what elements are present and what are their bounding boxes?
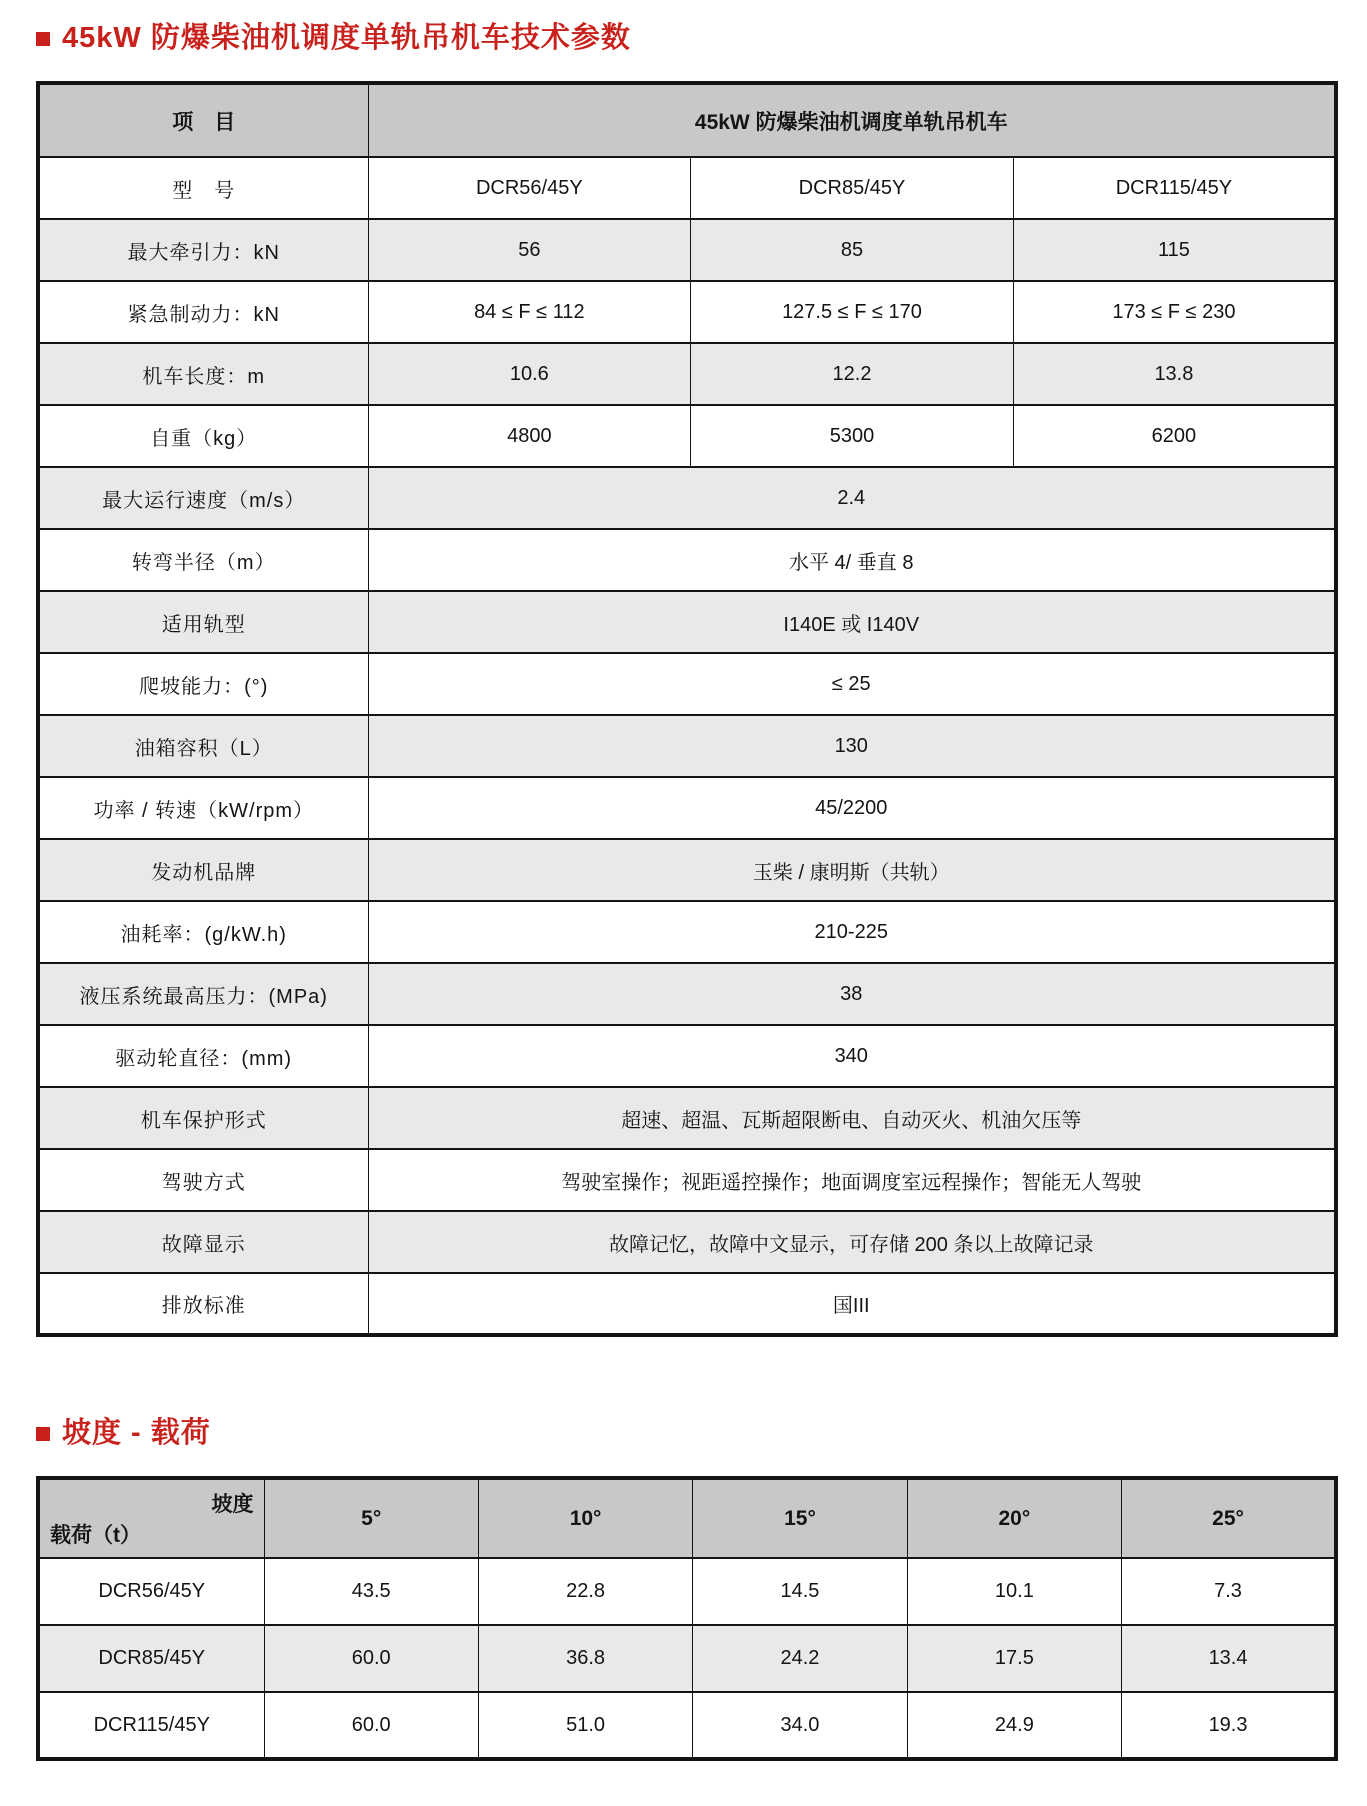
model-cell: DCR85/45Y bbox=[691, 157, 1014, 219]
spec-row bbox=[38, 405, 1336, 467]
row-label: 自重（kg） bbox=[38, 405, 368, 467]
spec-row bbox=[38, 1025, 1336, 1087]
load-cell: 60.0 bbox=[264, 1625, 478, 1692]
load-cell: 10.1 bbox=[907, 1558, 1121, 1625]
row-label: 排放标准 bbox=[38, 1273, 368, 1335]
value-cell: 130 bbox=[368, 715, 1336, 777]
spec-row bbox=[38, 1149, 1336, 1211]
value-cell: 340 bbox=[368, 1025, 1336, 1087]
load-cell: 36.8 bbox=[478, 1625, 692, 1692]
spec-row bbox=[38, 777, 1336, 839]
load-cell: 60.0 bbox=[264, 1692, 478, 1759]
spec-row bbox=[38, 901, 1336, 963]
spec-header-row bbox=[38, 83, 1336, 157]
value-cell: 国III bbox=[368, 1273, 1336, 1335]
load-cell: 14.5 bbox=[693, 1558, 907, 1625]
spec-row bbox=[38, 219, 1336, 281]
spec-row bbox=[38, 1211, 1336, 1273]
slope-column-header: 10° bbox=[478, 1478, 692, 1558]
model-cell: DCR56/45Y bbox=[368, 157, 691, 219]
load-cell: 7.3 bbox=[1122, 1558, 1336, 1625]
value-cell: 45/2200 bbox=[368, 777, 1336, 839]
load-cell: 51.0 bbox=[478, 1692, 692, 1759]
slope-column-header: 5° bbox=[264, 1478, 478, 1558]
section-gap bbox=[36, 1337, 1339, 1419]
load-header-row bbox=[38, 1478, 1336, 1558]
slope-column-header: 25° bbox=[1122, 1478, 1336, 1558]
value-cell: 水平 4/ 垂直 8 bbox=[368, 529, 1336, 591]
row-label: 适用轨型 bbox=[38, 591, 368, 653]
section2-heading bbox=[36, 1419, 1339, 1448]
spec-row bbox=[38, 963, 1336, 1025]
row-label: 发动机品牌 bbox=[38, 839, 368, 901]
value-cell: 173 ≤ F ≤ 230 bbox=[1013, 281, 1336, 343]
value-cell: 84 ≤ F ≤ 112 bbox=[368, 281, 691, 343]
row-label: 型 号 bbox=[38, 157, 368, 219]
row-label: 紧急制动力：kN bbox=[38, 281, 368, 343]
spec-row bbox=[38, 1087, 1336, 1149]
row-label: 最大运行速度（m/s） bbox=[38, 467, 368, 529]
value-cell: I140E 或 I140V bbox=[368, 591, 1336, 653]
load-cell: 24.9 bbox=[907, 1692, 1121, 1759]
row-label: DCR56/45Y bbox=[38, 1558, 264, 1625]
value-cell: 10.6 bbox=[368, 343, 691, 405]
red-square-bullet-icon bbox=[36, 32, 50, 46]
spec-table bbox=[36, 81, 1338, 1337]
load-row bbox=[38, 1558, 1336, 1625]
row-label: 驾驶方式 bbox=[38, 1149, 368, 1211]
value-cell: 4800 bbox=[368, 405, 691, 467]
spec-row bbox=[38, 653, 1336, 715]
row-label: 油耗率：(g/kW.h) bbox=[38, 901, 368, 963]
load-row bbox=[38, 1692, 1336, 1759]
value-cell: 12.2 bbox=[691, 343, 1014, 405]
row-label: 转弯半径（m） bbox=[38, 529, 368, 591]
load-cell: 19.3 bbox=[1122, 1692, 1336, 1759]
spec-row bbox=[38, 343, 1336, 405]
load-cell: 34.0 bbox=[693, 1692, 907, 1759]
slope-column-header: 20° bbox=[907, 1478, 1121, 1558]
value-cell: 6200 bbox=[1013, 405, 1336, 467]
load-cell: 22.8 bbox=[478, 1558, 692, 1625]
section1-title: 45kW 防爆柴油机调度单轨吊机车技术参数 bbox=[62, 22, 631, 54]
value-cell: 56 bbox=[368, 219, 691, 281]
row-label: 驱动轮直径：(mm) bbox=[38, 1025, 368, 1087]
spec-header-group: 45kW 防爆柴油机调度单轨吊机车 bbox=[368, 83, 1336, 157]
load-cell: 17.5 bbox=[907, 1625, 1121, 1692]
value-cell: 13.8 bbox=[1013, 343, 1336, 405]
value-cell: 210-225 bbox=[368, 901, 1336, 963]
spec-row bbox=[38, 467, 1336, 529]
value-cell: ≤ 25 bbox=[368, 653, 1336, 715]
load-cell: 43.5 bbox=[264, 1558, 478, 1625]
load-cell: 13.4 bbox=[1122, 1625, 1336, 1692]
spec-row bbox=[38, 715, 1336, 777]
spec-row bbox=[38, 839, 1336, 901]
value-cell: 2.4 bbox=[368, 467, 1336, 529]
slope-load-table bbox=[36, 1476, 1338, 1761]
value-cell: 故障记忆，故障中文显示，可存储 200 条以上故障记录 bbox=[368, 1211, 1336, 1273]
spec-row bbox=[38, 529, 1336, 591]
row-label: 故障显示 bbox=[38, 1211, 368, 1273]
row-label: 液压系统最高压力：(MPa) bbox=[38, 963, 368, 1025]
row-label: 功率 / 转速（kW/rpm） bbox=[38, 777, 368, 839]
value-cell: 驾驶室操作；视距遥控操作；地面调度室远程操作；智能无人驾驶 bbox=[368, 1149, 1336, 1211]
value-cell: 127.5 ≤ F ≤ 170 bbox=[691, 281, 1014, 343]
row-label: DCR85/45Y bbox=[38, 1625, 264, 1692]
row-label: 机车保护形式 bbox=[38, 1087, 368, 1149]
diagonal-top-label: 坡度 bbox=[211, 1493, 254, 1516]
model-cell: DCR115/45Y bbox=[1013, 157, 1336, 219]
load-cell: 24.2 bbox=[693, 1625, 907, 1692]
value-cell: 38 bbox=[368, 963, 1336, 1025]
spec-row bbox=[38, 591, 1336, 653]
red-square-bullet-icon bbox=[36, 1427, 50, 1441]
diagonal-bottom-label: 载荷（t） bbox=[50, 1524, 141, 1547]
row-label: DCR115/45Y bbox=[38, 1692, 264, 1759]
row-label: 爬坡能力：(°) bbox=[38, 653, 368, 715]
diagonal-header-cell bbox=[38, 1478, 264, 1558]
value-cell: 5300 bbox=[691, 405, 1014, 467]
row-label: 油箱容积（L） bbox=[38, 715, 368, 777]
value-cell: 玉柴 / 康明斯（共轨） bbox=[368, 839, 1336, 901]
slope-column-header: 15° bbox=[693, 1478, 907, 1558]
value-cell: 超速、超温、瓦斯超限断电、自动灭火、机油欠压等 bbox=[368, 1087, 1336, 1149]
section1-heading bbox=[36, 24, 1339, 53]
spec-row bbox=[38, 281, 1336, 343]
load-row bbox=[38, 1625, 1336, 1692]
row-label: 最大牵引力：kN bbox=[38, 219, 368, 281]
spec-row bbox=[38, 1273, 1336, 1335]
value-cell: 115 bbox=[1013, 219, 1336, 281]
spec-header-item: 项 目 bbox=[38, 83, 368, 157]
spec-model-row bbox=[38, 157, 1336, 219]
section2-title: 坡度 - 载荷 bbox=[62, 1417, 211, 1449]
value-cell: 85 bbox=[691, 219, 1014, 281]
row-label: 机车长度：m bbox=[38, 343, 368, 405]
